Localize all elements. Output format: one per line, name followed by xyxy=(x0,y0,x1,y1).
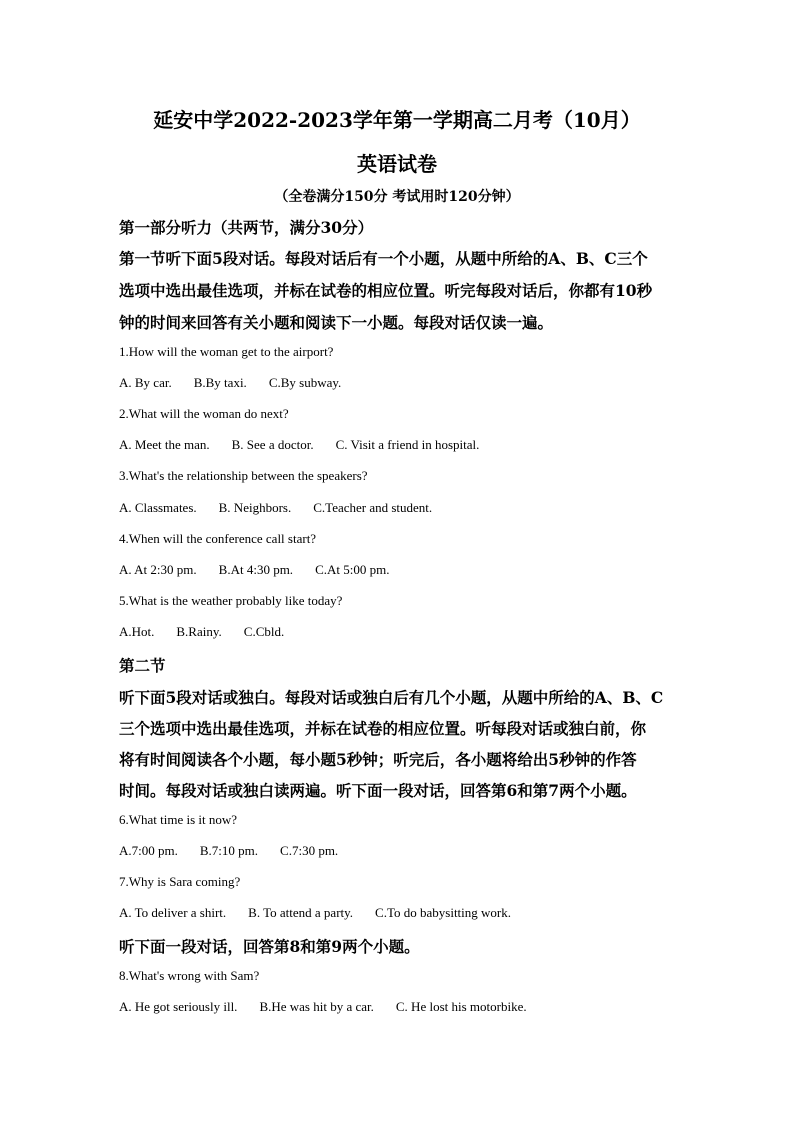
section2-instruction-line: 三个选项中选出最佳选项，并标在试卷的相应位置。听每段对话或独白前，你 xyxy=(119,719,647,738)
question-4: 4.When will the conference call start? xyxy=(119,531,317,546)
question-6: 6.What time is it now? xyxy=(119,812,238,827)
question-2-options xyxy=(119,437,501,453)
section1-instruction-line: 选项中选出最佳选项，并标在试卷的相应位置。听完每段对话后，你都有10秒 xyxy=(119,281,653,300)
option-a: A.7:00 pm. xyxy=(119,843,178,858)
option-b: B. To attend a party. xyxy=(248,905,354,920)
question-3-options xyxy=(119,500,454,516)
question-5-options xyxy=(119,624,306,640)
exam-title: 延安中学2022-2023学年第一学期高二月考（10月） xyxy=(153,108,641,132)
section2-instruction-line: 将有时间阅读各个小题，每小题5秒钟；听完后，各小题将给出5秒钟的作答 xyxy=(119,750,637,769)
question-6-options xyxy=(119,843,360,859)
section2-instruction-line: 听下面5段对话或独白。每段对话或独白后有几个小题，从题中所给的A、B、C xyxy=(119,688,664,707)
option-c: C.At 5:00 pm. xyxy=(315,562,390,577)
option-a: A. To deliver a shirt. xyxy=(119,905,227,920)
option-c: C. He lost his motorbike. xyxy=(395,999,527,1014)
section1-instruction-line: 第一节听下面5段对话。每段对话后有一个小题，从题中所给的A、B、C三个 xyxy=(119,249,648,268)
option-a: A. By car. xyxy=(119,375,172,390)
option-c: C.Teacher and student. xyxy=(313,500,433,515)
question-8-options xyxy=(119,999,549,1015)
question-5: 5.What is the weather probably like today? xyxy=(119,593,343,608)
option-a: A. Classmates. xyxy=(119,500,197,515)
question-7: 7.Why is Sara coming? xyxy=(119,874,241,889)
option-b: B.7:10 pm. xyxy=(199,843,259,858)
question-8: 8.What's wrong with Sam? xyxy=(119,968,260,983)
option-c: C.By subway. xyxy=(268,375,342,390)
option-a: A. Meet the man. xyxy=(119,437,210,452)
option-b: B.By taxi. xyxy=(193,375,247,390)
question-4-options xyxy=(119,562,411,578)
question-2: 2.What will the woman do next? xyxy=(119,406,289,421)
option-b: B. Neighbors. xyxy=(218,500,292,515)
option-a: A. He got seriously ill. xyxy=(119,999,238,1014)
option-c: C.To do babysitting work. xyxy=(375,905,511,920)
exam-note: （全卷满分150分 考试用时120分钟） xyxy=(274,189,520,205)
option-b: B.Rainy. xyxy=(176,624,222,639)
option-b: B.At 4:30 pm. xyxy=(218,562,294,577)
option-a: A.Hot. xyxy=(119,624,155,639)
option-c: C. Visit a friend in hospital. xyxy=(335,437,480,452)
dialog-instruction: 听下面一段对话，回答第8和第9两个小题。 xyxy=(119,937,420,956)
question-1: 1.How will the woman get to the airport? xyxy=(119,344,334,359)
section1-instruction-line: 钟的时间来回答有关小题和阅读下一小题。每段对话仅读一遍。 xyxy=(119,313,554,332)
question-3: 3.What's the relationship between the speakers? xyxy=(119,468,368,483)
option-c: C.Cbld. xyxy=(243,624,285,639)
option-a: A. At 2:30 pm. xyxy=(119,562,197,577)
part1-heading: 第一部分听力（共两节，满分30分） xyxy=(119,218,374,237)
section2-heading: 第二节 xyxy=(119,656,166,675)
option-c: C.7:30 pm. xyxy=(280,843,339,858)
exam-subtitle: 英语试卷 xyxy=(357,152,437,176)
question-1-options xyxy=(119,375,363,391)
section2-instruction-line: 时间。每段对话或独白读两遍。听下面一段对话，回答第6和第7两个小题。 xyxy=(119,781,637,800)
option-b: B. See a doctor. xyxy=(231,437,314,452)
option-b: B.He was hit by a car. xyxy=(259,999,374,1014)
question-7-options xyxy=(119,905,533,921)
